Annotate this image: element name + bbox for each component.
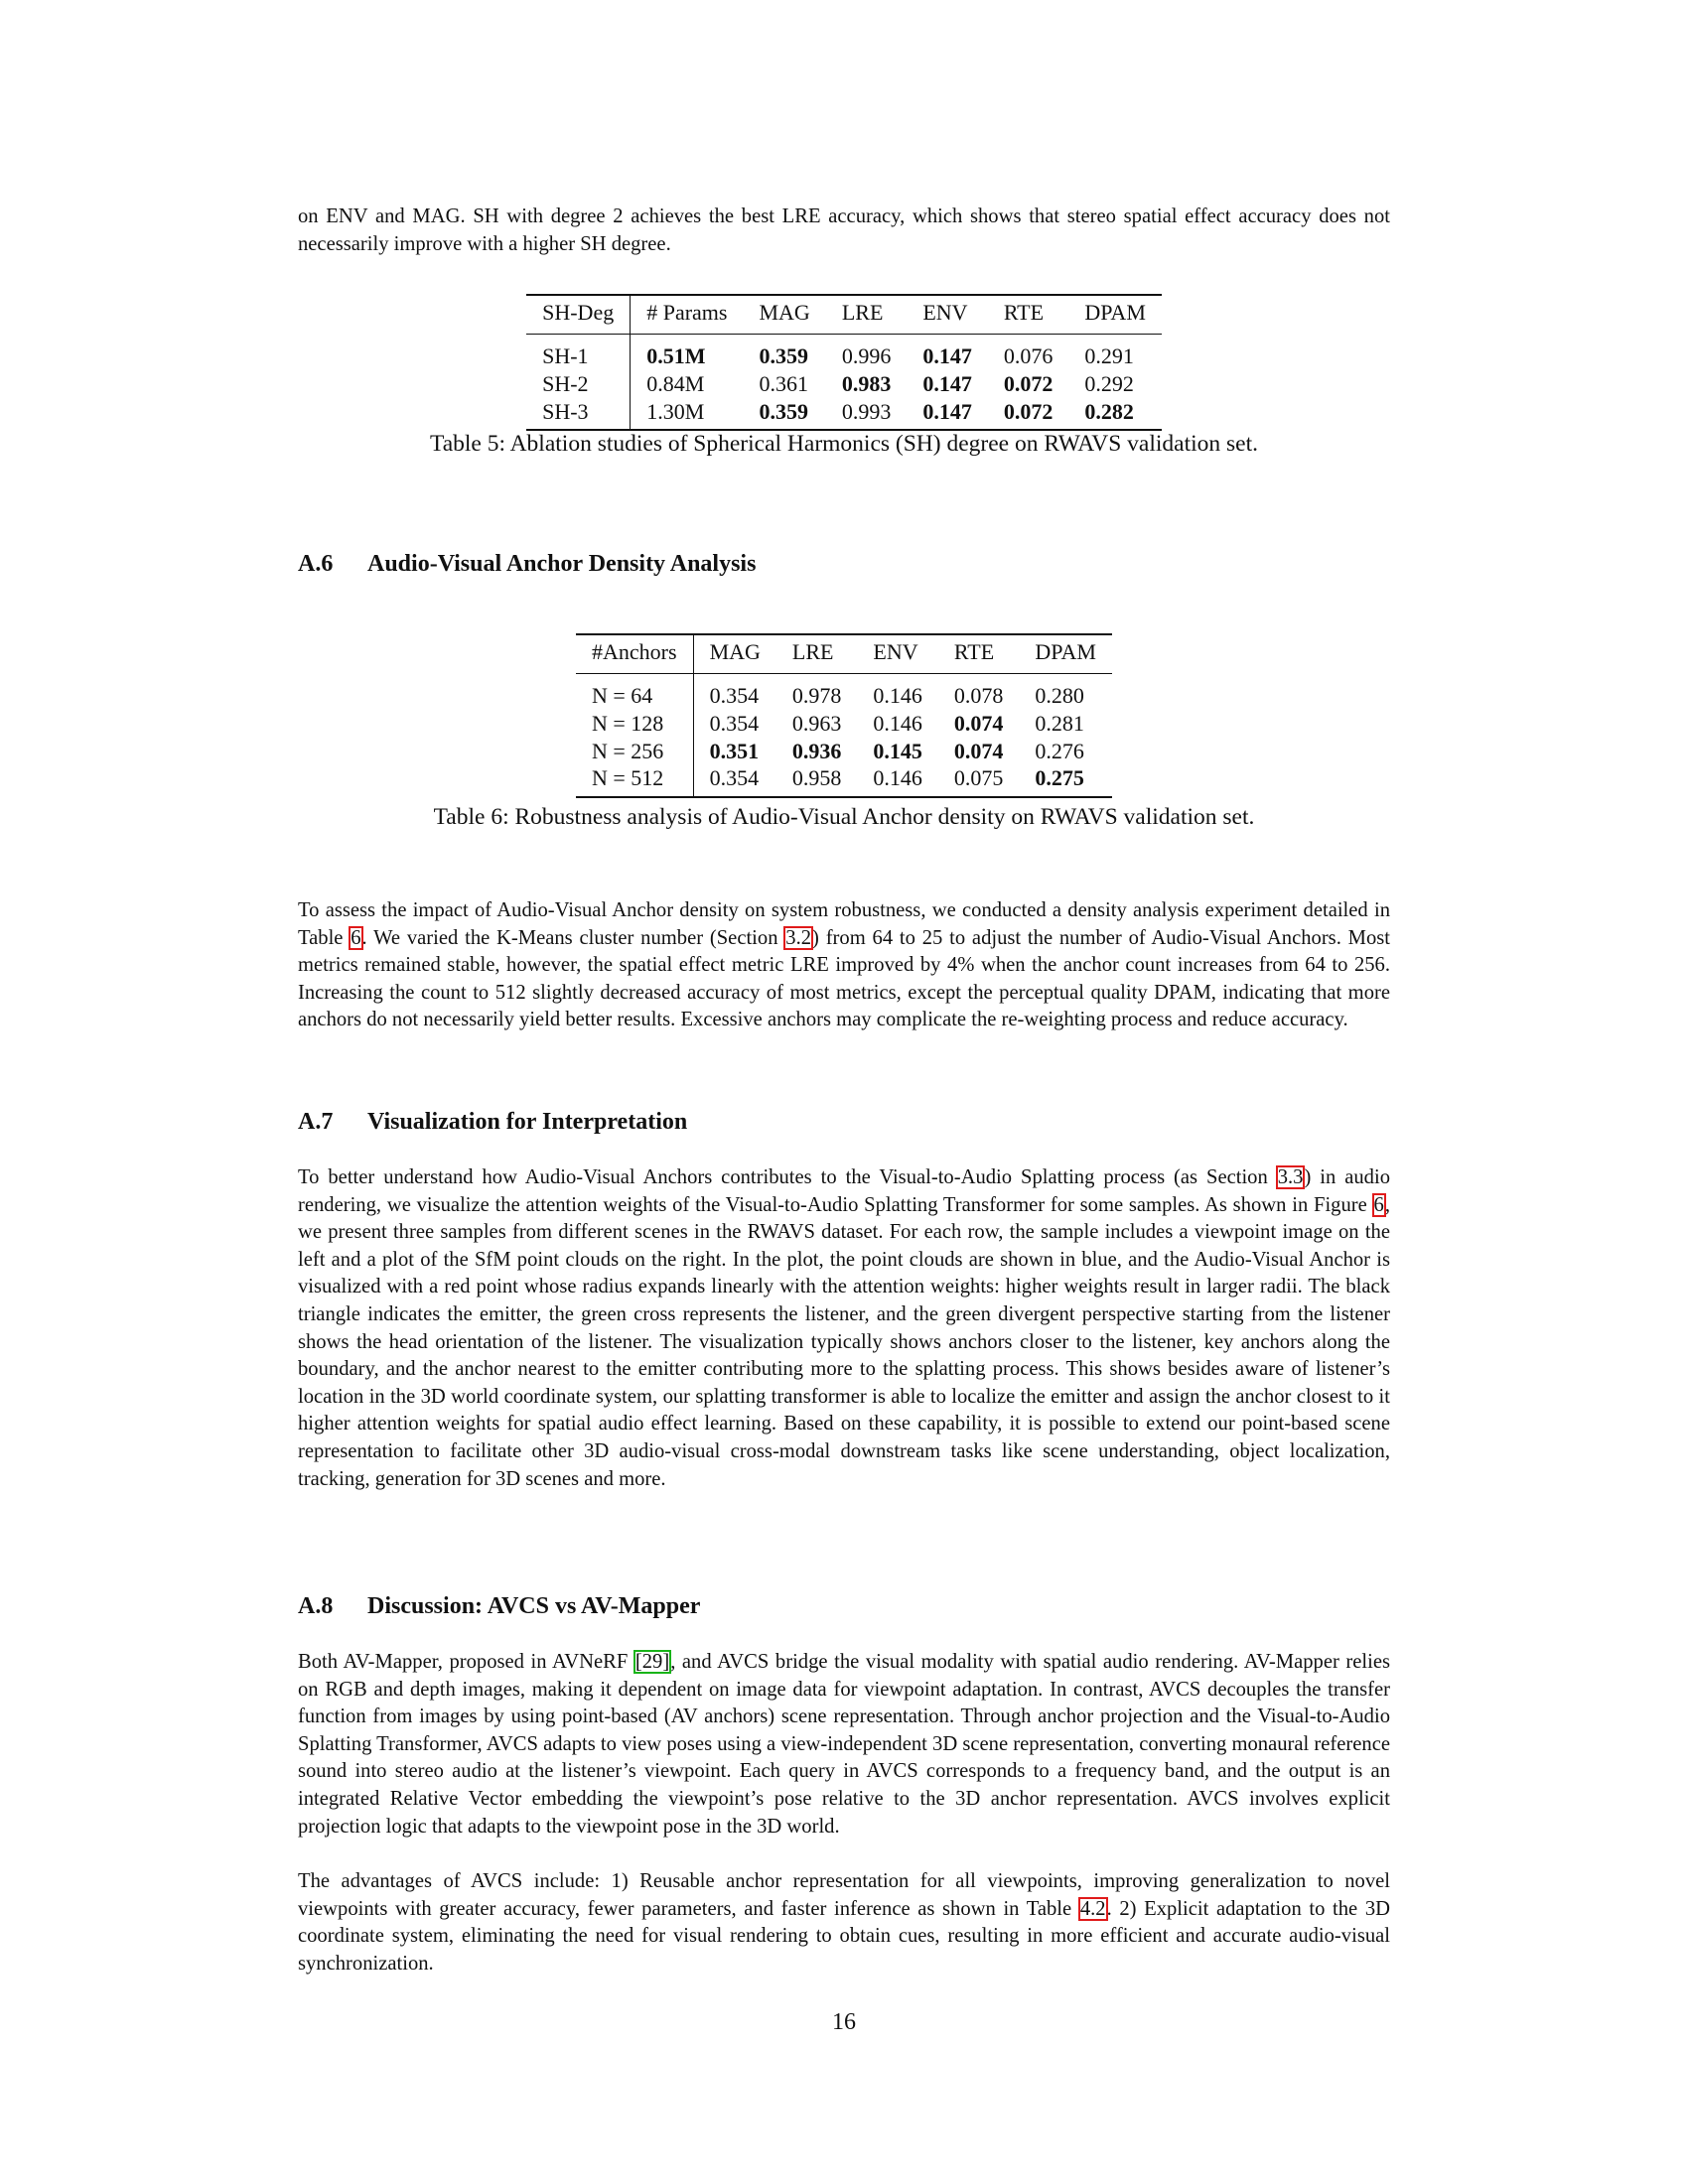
table-cell: 0.146: [873, 683, 922, 709]
intro-paragraph: [298, 204, 1390, 258]
paragraph-text: ) in audio rendering, we visualize the attention weights of the Visual-to-Audio Splatting Transformer for some samples. As shown in Figure: [298, 1166, 1390, 1216]
table-cell: 0.147: [922, 343, 972, 369]
table-row: [526, 398, 1162, 431]
column-header: RTE: [988, 295, 1069, 334]
row-label: SH-2: [526, 370, 631, 398]
table-row: [576, 673, 1112, 710]
section-a6-heading: [298, 551, 756, 578]
table-row: [526, 334, 1162, 370]
table-cell: 0.359: [759, 343, 808, 369]
paragraph-text: , and AVCS bridge the visual modality with spatial audio rendering. AV-Mapper relies on RGB and depth images, making it dependent on image data for viewpoint adaptation. In contrast, AVCS decouples the transfer function from images by using point-based (AV anchors) scene representation. Through anchor projection and the Visual-to-Audio Splatting Transformer, AVCS adapts to view poses using a view-independent 3D scene representation, converting monaural reference sound into stereo audio at the listener’s viewpoint. Each query in AVCS corresponds to a frequency band, and the output is an integrated Relative Vector embedding the viewpoint’s pose relative to the 3D anchor representation. AVCS involves explicit projection logic that adapts to the viewpoint pose in the 3D world.: [298, 1651, 1390, 1838]
table-6: [576, 633, 1112, 798]
table-cell: 0.354: [709, 765, 760, 791]
table-cell: 0.936: [791, 738, 842, 763]
table-cell: 0.074: [953, 710, 1004, 736]
table-cell: 0.147: [922, 370, 972, 396]
table-cell: 0.282: [1084, 398, 1134, 424]
table6-block: [298, 633, 1390, 831]
table-cell: 0.078: [953, 683, 1004, 709]
column-header: ENV: [907, 295, 988, 334]
row-label: N = 512: [576, 764, 693, 797]
table-5: [526, 294, 1162, 431]
column-header: SH-Deg: [526, 295, 631, 334]
column-header: ENV: [857, 634, 938, 673]
column-header: #Anchors: [576, 634, 693, 673]
table-cell: 0.281: [1035, 710, 1084, 736]
table-cell: 0.146: [873, 765, 922, 791]
a8-paragraph-2: [298, 1868, 1390, 1978]
table-cell: 1.30M: [646, 398, 705, 424]
row-label: N = 256: [576, 738, 693, 765]
section-number: A.8: [298, 1593, 334, 1619]
paragraph-text: . We varied the K-Means cluster number (Section: [361, 926, 785, 949]
paragraph-text: , we present three samples from different scenes in the RWAVS dataset. For each row, the sample includes a viewpoint image on the left and a plot of the SfM point clouds on the right. In the plot, the point clouds are shown in blue, and the Audio-Visual Anchor is visualized with a red point whose radius expands linearly with the attention weights: higher weights result in larger radii. The black triangle indicates the emitter, the green cross represents the listener, and the green divergent perspective starting from the listener shows the head orientation of the listener. The visualization typically shows anchors closer to the listener, key anchors along the boundary, and the anchor nearest to the emitter contributing more to the splatting process. This shows besides aware of listener’s location in the 3D world coordinate system, our splatting transformer is able to localize the emitter and assign the anchor closest to it higher attention weights for spatial audio effect learning. Based on these capability, it is possible to extend our point-based scene representation to facilitate other 3D audio-visual cross-modal downstream tasks like scene understanding, object localization, tracking, generation for 3D scenes and more.: [298, 1193, 1390, 1490]
a8-paragraph-1: [298, 1649, 1390, 1841]
table-header-row: [526, 295, 1162, 334]
paragraph-text: To better understand how Audio-Visual Anchors contributes to the Visual-to-Audio Splatting process (as Section: [298, 1166, 1277, 1188]
paragraph-text: on ENV and MAG. SH with degree 2 achieves the best LRE accuracy, which shows that stereo spatial effect accuracy does not necessarily improve with a higher SH degree.: [298, 205, 1390, 255]
cross-reference-link[interactable]: 6: [1373, 1193, 1384, 1216]
table-cell: 0.280: [1035, 683, 1084, 709]
table-cell: 0.147: [922, 398, 972, 424]
paragraph-text: ) from 64 to 25 to adjust the number of Audio-Visual Anchors. Most metrics remained stable, however, the spatial effect metric LRE improved by 4% when the anchor count increases from 64 to 256. Increasing the count to 512 slightly decreased accuracy of most metrics, except the perceptual quality DPAM, indicating that more anchors do not necessarily yield better results. Excessive anchors may complicate the re-weighting process and reduce accuracy.: [298, 926, 1390, 1031]
table-row: [576, 764, 1112, 797]
table-cell: 0.145: [873, 738, 922, 763]
table-cell: 0.359: [759, 398, 808, 424]
table-row: [576, 738, 1112, 765]
paragraph-text: . 2) Explicit adaptation to the 3D coordinate system, eliminating the need for visual rendering to obtain cues, resulting in more efficient and accurate audio-visual synchronization.: [298, 1897, 1391, 1975]
column-header: DPAM: [1019, 634, 1112, 673]
table-cell: 0.978: [791, 683, 842, 709]
table-cell: 0.354: [709, 710, 760, 736]
table-6-caption: Table 6: Robustness analysis of Audio-Visual Anchor density on RWAVS validation set.: [433, 803, 1255, 830]
table-cell: 0.958: [791, 765, 842, 791]
section-title: Audio-Visual Anchor Density Analysis: [367, 551, 757, 577]
table-cell: 0.146: [873, 710, 922, 736]
table-cell: 0.275: [1035, 765, 1084, 791]
paragraph-text: Both AV-Mapper, proposed in AVNeRF: [298, 1651, 634, 1673]
table-row: [526, 370, 1162, 398]
table-5-caption: Table 5: Ablation studies of Spherical Harmonics (SH) degree on RWAVS validation set.: [430, 431, 1258, 458]
row-label: SH-1: [526, 334, 631, 370]
table-row: [576, 710, 1112, 738]
table5-block: [298, 294, 1390, 458]
table-cell: 0.993: [841, 398, 892, 424]
column-header: DPAM: [1068, 295, 1162, 334]
cross-reference-link[interactable]: 6: [351, 926, 361, 949]
table-cell: 0.072: [1003, 398, 1054, 424]
table-cell: 0.291: [1084, 343, 1134, 369]
section-a8-heading: [298, 1593, 700, 1620]
page-number: 16: [832, 2009, 856, 2035]
column-header: # Params: [631, 295, 744, 334]
a7-paragraph: [298, 1164, 1390, 1493]
column-header: MAG: [743, 295, 825, 334]
table-cell: 0.074: [953, 738, 1004, 763]
table-cell: 0.354: [709, 683, 760, 709]
table-cell: 0.996: [841, 343, 892, 369]
column-header: LRE: [826, 295, 908, 334]
paragraph-text: The advantages of AVCS include: 1) Reusable anchor representation for all viewpoints, improving generalization to novel viewpoints with greater accuracy, fewer parameters, and faster inference as shown in Table: [298, 1870, 1390, 1920]
table-cell: 0.963: [791, 710, 842, 736]
table-cell: 0.072: [1003, 370, 1054, 396]
citation-link[interactable]: [29]: [634, 1651, 670, 1673]
cross-reference-link[interactable]: 3.2: [785, 926, 812, 949]
table-cell: 0.84M: [646, 370, 705, 396]
table-cell: 0.983: [841, 370, 892, 396]
row-label: N = 64: [576, 673, 693, 710]
cross-reference-link[interactable]: 3.3: [1277, 1166, 1304, 1188]
section-title: Visualization for Interpretation: [367, 1109, 688, 1135]
table-cell: 0.351: [709, 738, 760, 763]
column-header: MAG: [693, 634, 776, 673]
column-header: RTE: [938, 634, 1020, 673]
paragraph-text: To assess the impact of Audio-Visual Anchor density on system robustness, we conducted a density analysis experiment detailed in Table: [298, 899, 1390, 949]
table-header-row: [576, 634, 1112, 673]
table-cell: 0.292: [1084, 370, 1134, 396]
table-cell: 0.51M: [646, 343, 706, 369]
cross-reference-link[interactable]: 4.2: [1079, 1897, 1106, 1920]
a6-paragraph: [298, 897, 1390, 1034]
section-number: A.7: [298, 1109, 334, 1135]
row-label: N = 128: [576, 710, 693, 738]
section-number: A.6: [298, 551, 334, 577]
column-header: LRE: [776, 634, 858, 673]
section-a7-heading: [298, 1109, 687, 1136]
table-cell: 0.276: [1035, 738, 1084, 763]
table-cell: 0.361: [759, 370, 808, 396]
row-label: SH-3: [526, 398, 631, 431]
table-cell: 0.076: [1003, 343, 1054, 369]
table-cell: 0.075: [953, 765, 1004, 791]
section-title: Discussion: AVCS vs AV-Mapper: [367, 1593, 701, 1619]
